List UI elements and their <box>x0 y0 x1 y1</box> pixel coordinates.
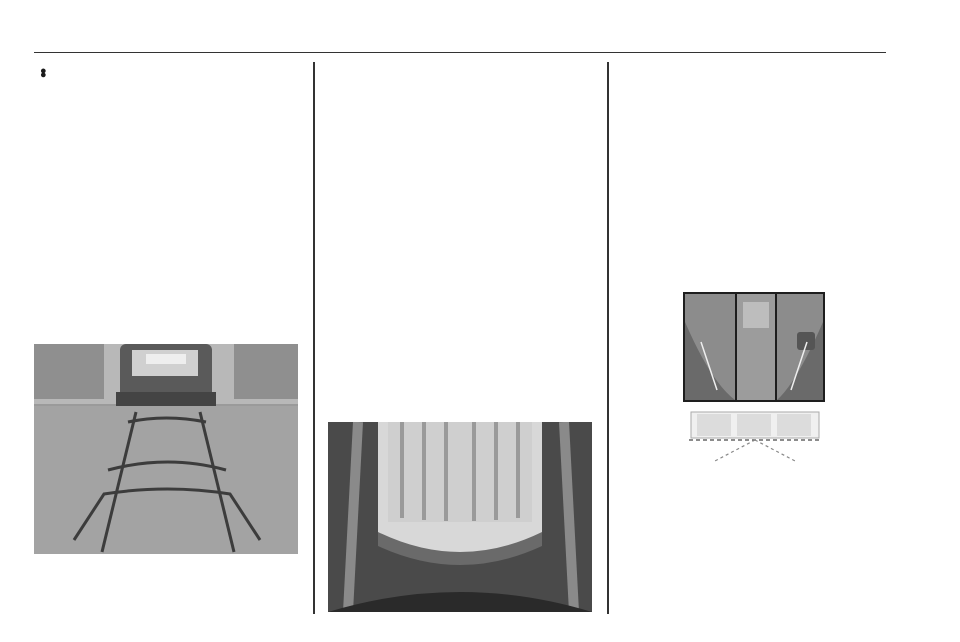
column-2 <box>328 62 596 74</box>
column-divider <box>607 62 609 614</box>
column-1 <box>34 62 302 74</box>
side-rear-view-diagram <box>621 262 885 482</box>
rear-standard-view-image <box>34 344 298 554</box>
zoom-view-image <box>328 422 592 612</box>
column-3-bottom <box>621 492 889 498</box>
page-header <box>34 20 886 53</box>
column-divider <box>313 62 315 614</box>
column-3 <box>621 62 889 74</box>
